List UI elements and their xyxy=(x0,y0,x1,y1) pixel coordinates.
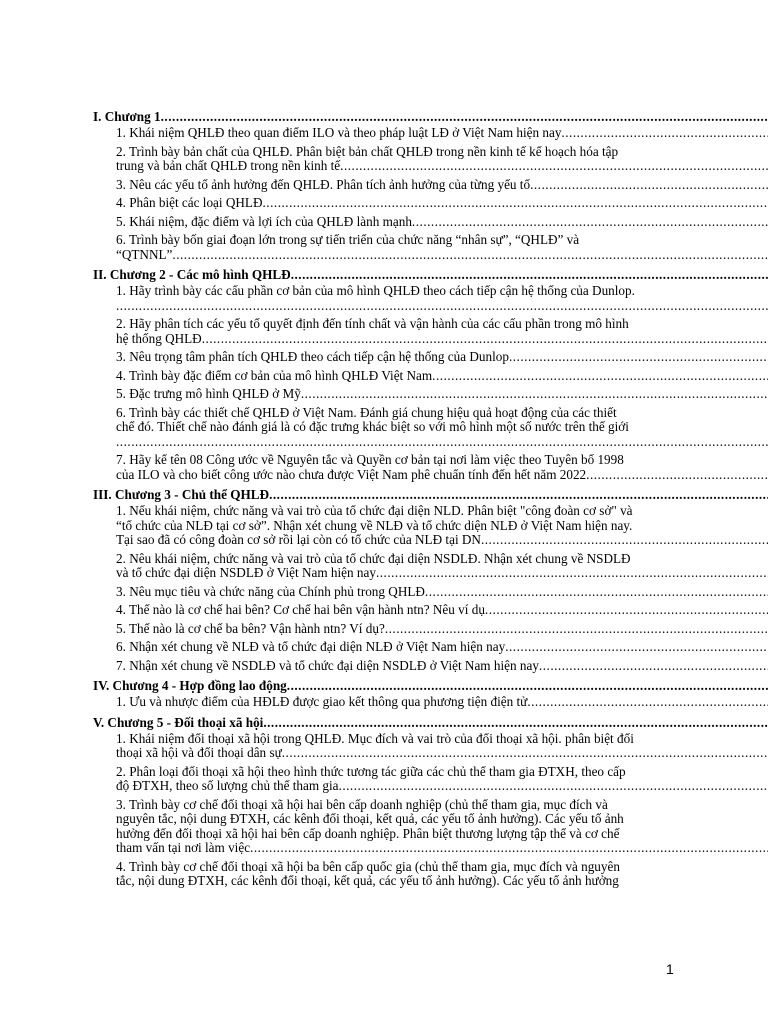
dot-leader xyxy=(530,178,768,193)
toc-entry-last-line xyxy=(116,387,768,402)
chapter-heading[interactable] xyxy=(93,266,768,284)
dot-leader xyxy=(269,486,768,504)
toc-entry-last-line xyxy=(116,126,768,141)
toc-entry-line: 3. Trình bày cơ chế đối thoại xã hội hai bên cấp doanh nghiệp (chủ thể tham gia, mục đích và xyxy=(116,796,608,812)
toc-entry-last-line xyxy=(116,159,768,174)
toc-entry-last-line xyxy=(116,779,768,794)
toc-entry[interactable] xyxy=(116,369,768,384)
toc-entry-line: 1. Khái niệm đối thoại xã hội trong QHLĐ. Mục đích và vai trò của đối thoại xã hội. phân biệt đối xyxy=(116,730,634,746)
toc-entry-line: 1. Hãy trình bày các cấu phần cơ bản của mô hình QHLĐ theo cách tiếp cận hệ thống của Dunlop. xyxy=(116,283,635,298)
chapter-heading[interactable] xyxy=(93,108,768,126)
chapter-heading[interactable] xyxy=(93,714,768,732)
toc-entry[interactable] xyxy=(116,350,768,365)
dot-leader xyxy=(291,266,768,284)
toc-entry[interactable] xyxy=(116,860,768,889)
dot-leader xyxy=(509,350,768,365)
dot-leader xyxy=(202,332,768,347)
toc-entry-last-line xyxy=(116,533,768,548)
toc-entry-text: tham vấn tại nơi làm việc xyxy=(116,841,251,855)
toc-entry-text: 3. Nêu các yếu tố ảnh hưởng đến QHLĐ. Phân tích ảnh hưởng của từng yếu tố xyxy=(116,177,531,192)
toc-entry[interactable] xyxy=(116,504,768,548)
toc-entry-text: “QTNNL” xyxy=(116,247,173,262)
toc-entry-text: 4. Phân biệt các loại QHLĐ xyxy=(116,196,263,210)
dot-leader xyxy=(505,640,768,655)
dot-leader xyxy=(263,196,768,211)
toc-entry-line: 2. Trình bày bản chất của QHLĐ. Phân biệt bản chất QHLĐ trong nền kinh tế kế hoạch hóa tập xyxy=(116,143,619,159)
dot-leader xyxy=(432,369,768,384)
toc-entry-text: thoại xã hội và đối thoại dân sự xyxy=(116,746,282,760)
chapter-title: V. Chương 5 - Đối thoại xã hội xyxy=(93,714,264,730)
dot-leader xyxy=(161,108,768,126)
dot-leader xyxy=(485,603,768,618)
dot-leader xyxy=(481,533,768,548)
dot-leader xyxy=(412,215,768,230)
dot-leader xyxy=(282,746,768,761)
dot-leader xyxy=(116,299,768,314)
toc-entry-text: độ ĐTXH, theo số lượng chủ thể tham gia xyxy=(116,779,339,793)
table-of-contents xyxy=(93,108,768,893)
toc-entry-last-line xyxy=(116,248,768,263)
toc-entry-text: 3. Nêu mục tiêu và chức năng của Chính phủ trong QHLĐ xyxy=(116,584,425,599)
dot-leader xyxy=(339,779,768,794)
dot-leader xyxy=(539,659,768,674)
toc-entry-line: “tổ chức của NLĐ tại cơ sở”. Nhận xét chung về NLĐ và tổ chức diện NLĐ ở Việt Nam hiện nay. xyxy=(116,517,633,533)
toc-entry-last-line xyxy=(116,746,768,761)
toc-entry-text: 4. Thế nào là cơ chế hai bên? Cơ chế hai bên vận hành ntn? Nêu ví dụ xyxy=(116,603,485,617)
page-number: 1 xyxy=(666,961,674,977)
toc-entry-line: 4. Trình bày cơ chế đối thoại xã hội ba bên cấp quốc gia (chủ thể tham gia, mục đích và nguyên xyxy=(116,858,620,874)
toc-entry-last-line xyxy=(116,640,768,655)
chapter-heading[interactable] xyxy=(93,486,768,504)
toc-entry-last-line xyxy=(116,369,768,384)
chapter-title: IV. Chương 4 - Hợp đồng lao động xyxy=(93,678,287,693)
toc-entry-line: chế đó. Thiết chế nào đánh giá là có đặc trưng khác biệt so với mô hình một số nước trên thế giới xyxy=(116,419,629,434)
toc-entry-last-line xyxy=(116,350,768,365)
toc-entry[interactable] xyxy=(116,622,768,637)
toc-entry-last-line xyxy=(116,178,768,193)
toc-entry-line: 2. Hãy phân tích các yếu tố quyết định đến tính chất và vận hành của các cấu phần trong mô hình xyxy=(116,316,629,331)
toc-entry[interactable] xyxy=(116,640,768,655)
dot-leader xyxy=(340,159,768,174)
toc-entry[interactable] xyxy=(116,603,768,618)
toc-entry-last-line xyxy=(116,841,768,856)
toc-entry[interactable] xyxy=(116,145,768,174)
toc-entry-text: Tại sao đã có công đoàn cơ sở rồi lại còn có tổ chức của NLĐ tại DN xyxy=(116,533,481,547)
toc-entry[interactable] xyxy=(116,317,768,346)
toc-entry-last-line xyxy=(116,695,768,710)
toc-entry-last-line xyxy=(116,196,768,211)
toc-entry-text: và tổ chức đại diện NSDLĐ ở Việt Nam hiện nay xyxy=(116,566,376,580)
toc-entry-text: 3. Nêu trọng tâm phân tích QHLĐ theo cách tiếp cận hệ thống của Dunlop xyxy=(116,350,509,364)
toc-entry-line: nguyên tắc, nội dung ĐTXH, các kênh đối thoại, kết quả, các yếu tố ảnh hưởng). Các yếu tố ảnh xyxy=(116,811,624,826)
toc-entry-last-line xyxy=(116,468,768,483)
toc-entry[interactable] xyxy=(116,798,768,856)
dot-leader xyxy=(385,622,768,637)
toc-entry-last-line xyxy=(116,622,768,637)
toc-entry-last-line xyxy=(116,659,768,674)
toc-entry[interactable] xyxy=(116,659,768,674)
toc-entry[interactable] xyxy=(116,406,768,450)
chapter-heading[interactable] xyxy=(93,677,768,695)
dot-leader xyxy=(561,126,768,141)
toc-entry-last-line xyxy=(116,566,768,581)
dot-leader xyxy=(586,468,768,483)
dot-leader xyxy=(287,677,768,695)
toc-entry[interactable] xyxy=(116,732,768,761)
chapter-title: II. Chương 2 - Các mô hình QHLĐ xyxy=(93,267,291,282)
toc-entry-text: 1. Khái niệm QHLĐ theo quan điểm ILO và theo pháp luật LĐ ở Việt Nam hiện nay xyxy=(116,126,562,140)
dot-leader xyxy=(527,695,768,710)
toc-entry-last-line xyxy=(116,215,768,230)
dot-leader xyxy=(425,585,768,600)
toc-entry[interactable] xyxy=(116,196,768,211)
toc-entry[interactable] xyxy=(116,585,768,600)
toc-entry[interactable] xyxy=(116,233,768,262)
toc-entry-text: 1. Ưu và nhược điểm của HĐLĐ được giao kết thông qua phương tiện điện tử xyxy=(116,695,528,709)
toc-entry-last-line xyxy=(116,603,768,618)
toc-entry-line: 6. Trình bày các thiết chế QHLĐ ở Việt Nam. Đánh giá chung hiệu quả hoạt động của các thiết xyxy=(116,404,617,420)
toc-entry-text: hệ thống QHLĐ xyxy=(116,331,202,346)
toc-entry-line: 2. Nêu khái niệm, chức năng và vai trò của tổ chức đại diện NSDLĐ. Nhận xét chung về NSDLĐ xyxy=(116,550,631,566)
toc-entry-line: 2. Phân loại đối thoại xã hội theo hình thức tương tác giữa các chủ thể tham gia ĐTXH, theo cấp xyxy=(116,763,626,779)
dot-leader xyxy=(301,387,768,402)
toc-entry[interactable] xyxy=(116,215,768,230)
toc-entry-line: 7. Hãy kể tên 08 Công ước về Nguyên tắc và Quyền cơ bản tại nơi làm việc theo Tuyên bố 1998 xyxy=(116,452,624,467)
toc-entry-last-line xyxy=(116,585,768,600)
toc-entry-line: hưởng đến đối thoại xã hội hai bên cấp doanh nghiệp. Phân biệt thương lượng tập thể và cơ chế xyxy=(116,825,620,841)
toc-entry[interactable] xyxy=(116,552,768,581)
toc-entry[interactable] xyxy=(116,387,768,402)
toc-entry-text: 7. Nhận xét chung về NSDLĐ và tổ chức đại diện NSDLĐ ở Việt Nam hiện nay xyxy=(116,658,539,673)
toc-entry[interactable] xyxy=(116,126,768,141)
dot-leader xyxy=(250,841,768,856)
toc-entry-text: 4. Trình bày đặc điểm cơ bản của mô hình QHLĐ Việt Nam xyxy=(116,368,433,383)
toc-entry-text: 5. Thế nào là cơ chế ba bên? Vận hành ntn? Ví dụ? xyxy=(116,621,385,636)
dot-leader xyxy=(116,435,768,450)
toc-entry-text: trung và bản chất QHLĐ trong nền kinh tế xyxy=(116,159,341,173)
toc-entry-line: tắc, nội dung ĐTXH, các kênh đối thoại, kết quả, các yếu tố ảnh hưởng). Các yếu tố ảnh hưởng xyxy=(116,873,619,888)
toc-entry[interactable] xyxy=(116,178,768,193)
toc-entry-last-line xyxy=(116,332,768,347)
toc-entry-text: 6. Nhận xét chung về NLĐ và tổ chức đại diện NLĐ ở Việt Nam hiện nay xyxy=(116,640,506,654)
chapter-title: III. Chương 3 - Chủ thể QHLĐ xyxy=(93,487,270,502)
toc-entry[interactable] xyxy=(116,453,768,482)
toc-entry[interactable] xyxy=(116,695,768,710)
chapter-title: I. Chương 1 xyxy=(93,109,161,124)
toc-entry-line: 1. Nếu khái niệm, chức năng và vai trò của tổ chức đại diện NLD. Phân biệt "công đoàn cơ sở" và xyxy=(116,503,633,518)
toc-entry-line: 6. Trình bày bốn giai đoạn lớn trong sự tiến triển của chức năng “nhân sự”, “QHLĐ” và xyxy=(116,232,580,247)
toc-entry[interactable] xyxy=(116,284,768,313)
dot-leader xyxy=(172,248,768,263)
toc-entry-text: 5. Đặc trưng mô hình QHLĐ ở Mỹ xyxy=(116,387,301,401)
toc-entry-text: 5. Khái niệm, đặc điểm và lợi ích của QHLĐ lành mạnh xyxy=(116,214,412,229)
dot-leader xyxy=(376,566,768,581)
toc-entry[interactable] xyxy=(116,765,768,794)
toc-entry-text: của ILO và cho biết công ước nào chưa được Việt Nam phê chuẩn tính đến hết năm 2022 xyxy=(116,467,587,482)
dot-leader xyxy=(263,714,768,732)
